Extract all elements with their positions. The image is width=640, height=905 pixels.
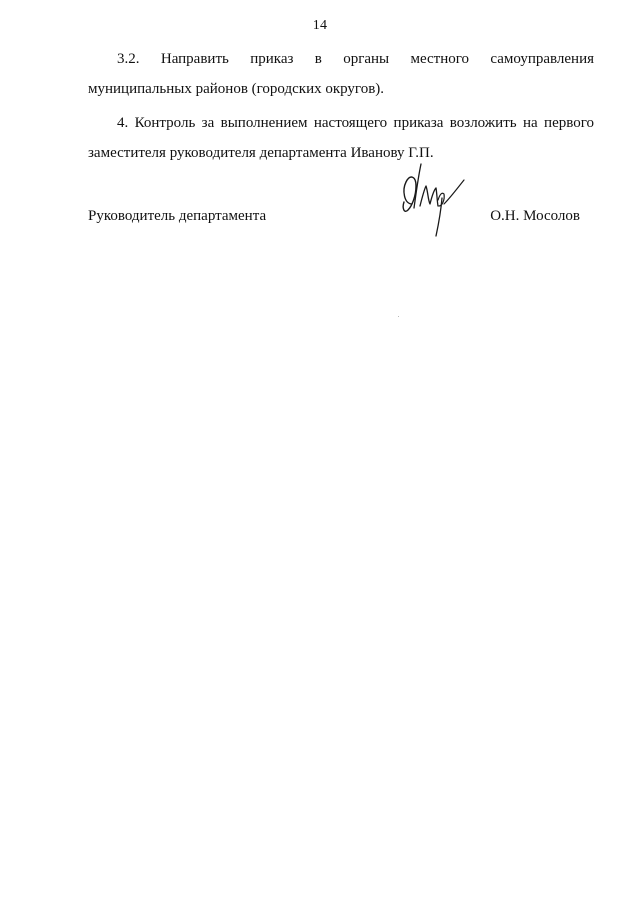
signer-position: Руководитель департамента <box>88 208 267 224</box>
paragraph-3-2: 3.2. Направить приказ в органы местного самоуправления муниципальных районов (городских округов). <box>88 51 594 97</box>
document-body <box>88 44 594 168</box>
page-number: 14 <box>312 18 328 33</box>
signer-name: О.Н. Мосолов <box>490 208 580 224</box>
signature-block <box>88 196 594 246</box>
paragraph-4: 4. Контроль за выполнением настоящего приказа возложить на первого заместителя руководителя департамента Иванову Г.П. <box>88 115 594 161</box>
handwritten-signature-icon <box>394 160 470 240</box>
scan-speck <box>398 316 399 317</box>
